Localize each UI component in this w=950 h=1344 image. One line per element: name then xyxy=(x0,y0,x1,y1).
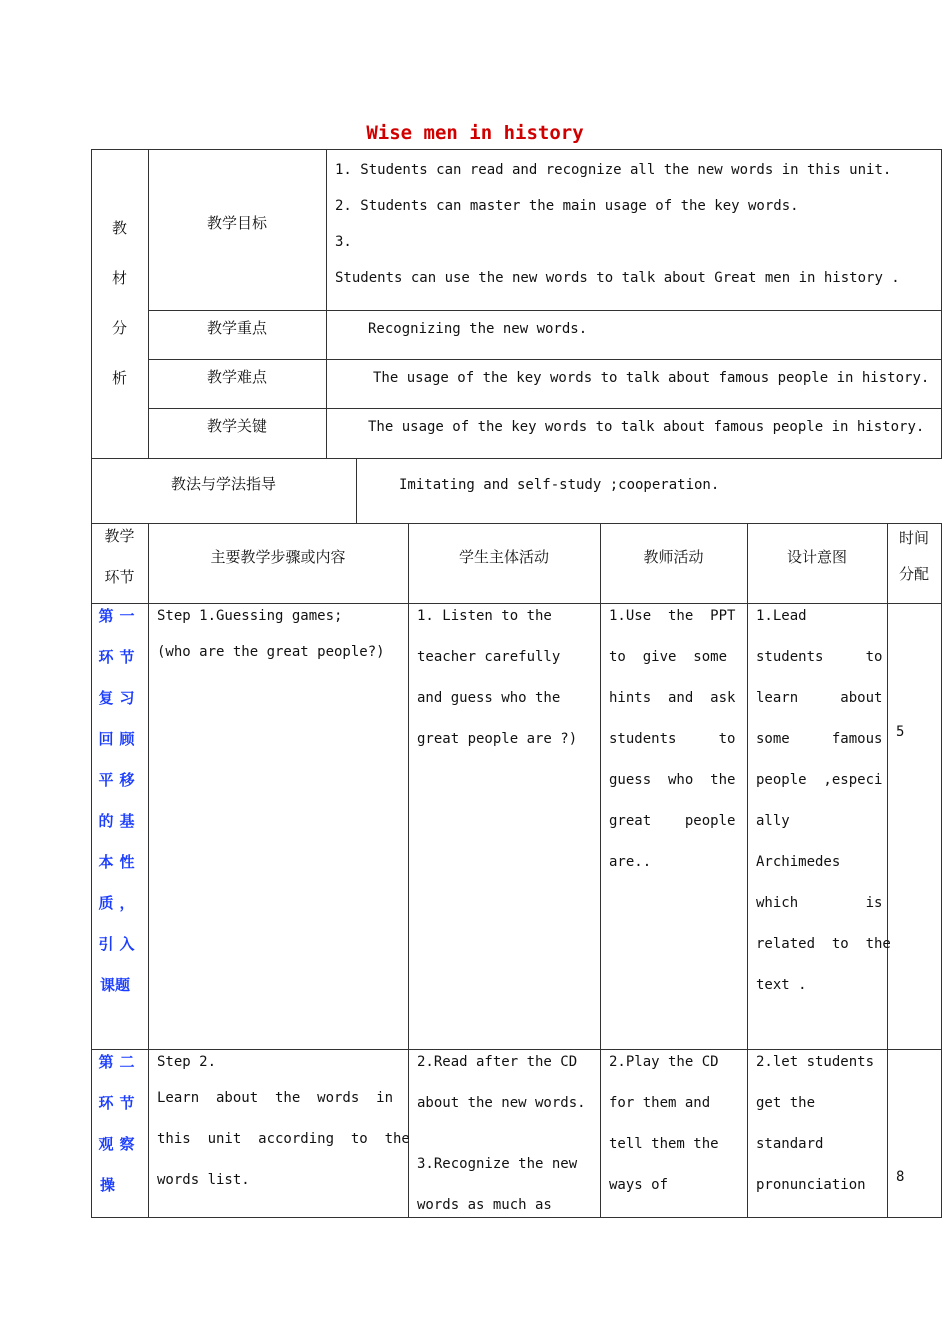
objective-line: 1. Students can read and recognize all the new words in this unit. xyxy=(335,162,892,178)
step-line: this unit according to the xyxy=(157,1131,410,1147)
stage-line: 回顾 xyxy=(98,730,141,748)
intent-line: which is xyxy=(756,895,883,911)
teacher-activity-line: 1.Use the PPT xyxy=(609,608,736,624)
header-stage: 教学 xyxy=(104,527,135,545)
stage-line: 的基 xyxy=(98,812,141,830)
side-label-char: 材 xyxy=(111,269,127,287)
header-time: 时间 xyxy=(898,529,929,547)
stage-line: 平移 xyxy=(98,771,141,789)
teacher-activity-line: guess who the xyxy=(609,772,736,788)
intent-line: pronunciation xyxy=(756,1177,866,1193)
methods-value: Imitating and self-study ;cooperation. xyxy=(399,477,720,493)
student-activity-line: 3.Recognize the new xyxy=(417,1156,578,1172)
teacher-activity-line: students to xyxy=(609,731,736,747)
side-label-char: 析 xyxy=(111,369,127,387)
methods-label: 教法与学法指导 xyxy=(170,475,276,493)
stage-line: 本性 xyxy=(98,853,141,871)
student-activity-line: great people are ?) xyxy=(417,731,578,747)
intent-line: students to xyxy=(756,649,883,665)
teacher-activity-line: 2.Play the CD xyxy=(609,1054,719,1070)
header-steps: 主要教学步骤或内容 xyxy=(210,548,346,566)
teacher-activity-line: great people xyxy=(609,813,736,829)
step-line: Step 2. xyxy=(157,1054,217,1070)
student-activity-line: words as much as xyxy=(417,1197,552,1213)
intent-line: related to the xyxy=(756,936,891,952)
stage-line: 引入 xyxy=(98,935,141,953)
header-stage: 环节 xyxy=(104,568,135,586)
difficulties-label: 教学难点 xyxy=(206,368,267,386)
stage-line: 复习 xyxy=(98,689,141,707)
step-line: Step 1.Guessing games; xyxy=(157,608,343,624)
intent-line: get the xyxy=(756,1095,816,1111)
side-label-char: 教 xyxy=(111,219,127,237)
stage-line: 观察 xyxy=(98,1135,141,1153)
document-title: Wise men in history xyxy=(366,122,584,144)
keys-label: 教学关键 xyxy=(206,417,267,435)
intent-line: text . xyxy=(756,977,807,993)
intent-line: standard xyxy=(756,1136,824,1152)
teacher-activity-line: to give some xyxy=(609,649,728,665)
stage-line: 第二 xyxy=(98,1053,141,1071)
time-value: 5 xyxy=(896,724,905,740)
header-teacher: 教师活动 xyxy=(643,548,704,566)
stage-line: 质， xyxy=(98,894,141,912)
student-activity-line: 2.Read after the CD xyxy=(417,1054,578,1070)
step-line: words list. xyxy=(157,1172,250,1188)
stage-line: 环节 xyxy=(98,648,141,666)
teacher-activity-line: hints and ask xyxy=(609,690,736,706)
intent-line: 1.Lead xyxy=(756,608,807,624)
objective-line: Students can use the new words to talk about Great men in history . xyxy=(335,270,900,286)
objective-line: 2. Students can master the main usage of the key words. xyxy=(335,198,799,214)
step-line: Learn about the words in xyxy=(157,1090,394,1106)
difficulties-value: The usage of the key words to talk about famous people in history. xyxy=(373,370,930,386)
student-activity-line: teacher carefully xyxy=(417,649,561,665)
intent-line: some famous xyxy=(756,731,883,747)
stage-line: 课题 xyxy=(100,976,131,994)
key-points-label: 教学重点 xyxy=(206,319,267,337)
intent-line: 2.let students xyxy=(756,1054,875,1070)
key-points-value: Recognizing the new words. xyxy=(368,321,588,337)
stage-line: 操 xyxy=(100,1176,116,1194)
step-line: (who are the great people?) xyxy=(157,644,385,660)
stage-line: 第一 xyxy=(98,607,141,625)
student-activity-line: about the new words. xyxy=(417,1095,586,1111)
teacher-activity-line: ways of xyxy=(609,1177,669,1193)
student-activity-line: and guess who the xyxy=(417,690,561,706)
objective-line: 3. xyxy=(335,234,352,250)
teacher-activity-line: for them and xyxy=(609,1095,711,1111)
header-time: 分配 xyxy=(898,565,929,583)
time-value: 8 xyxy=(896,1169,905,1185)
objectives-label: 教学目标 xyxy=(206,214,267,232)
student-activity-line: 1. Listen to the xyxy=(417,608,552,624)
intent-line: people ,especi xyxy=(756,772,883,788)
intent-line: learn about xyxy=(756,690,883,706)
side-label-char: 分 xyxy=(111,319,127,337)
keys-value: The usage of the key words to talk about famous people in history. xyxy=(368,419,925,435)
teacher-activity-line: tell them the xyxy=(609,1136,719,1152)
intent-line: ally xyxy=(756,813,790,829)
header-student: 学生主体活动 xyxy=(458,548,549,566)
stage-line: 环节 xyxy=(98,1094,141,1112)
header-intent: 设计意图 xyxy=(786,548,847,566)
intent-line: Archimedes xyxy=(756,854,841,870)
teacher-activity-line: are.. xyxy=(609,854,652,870)
